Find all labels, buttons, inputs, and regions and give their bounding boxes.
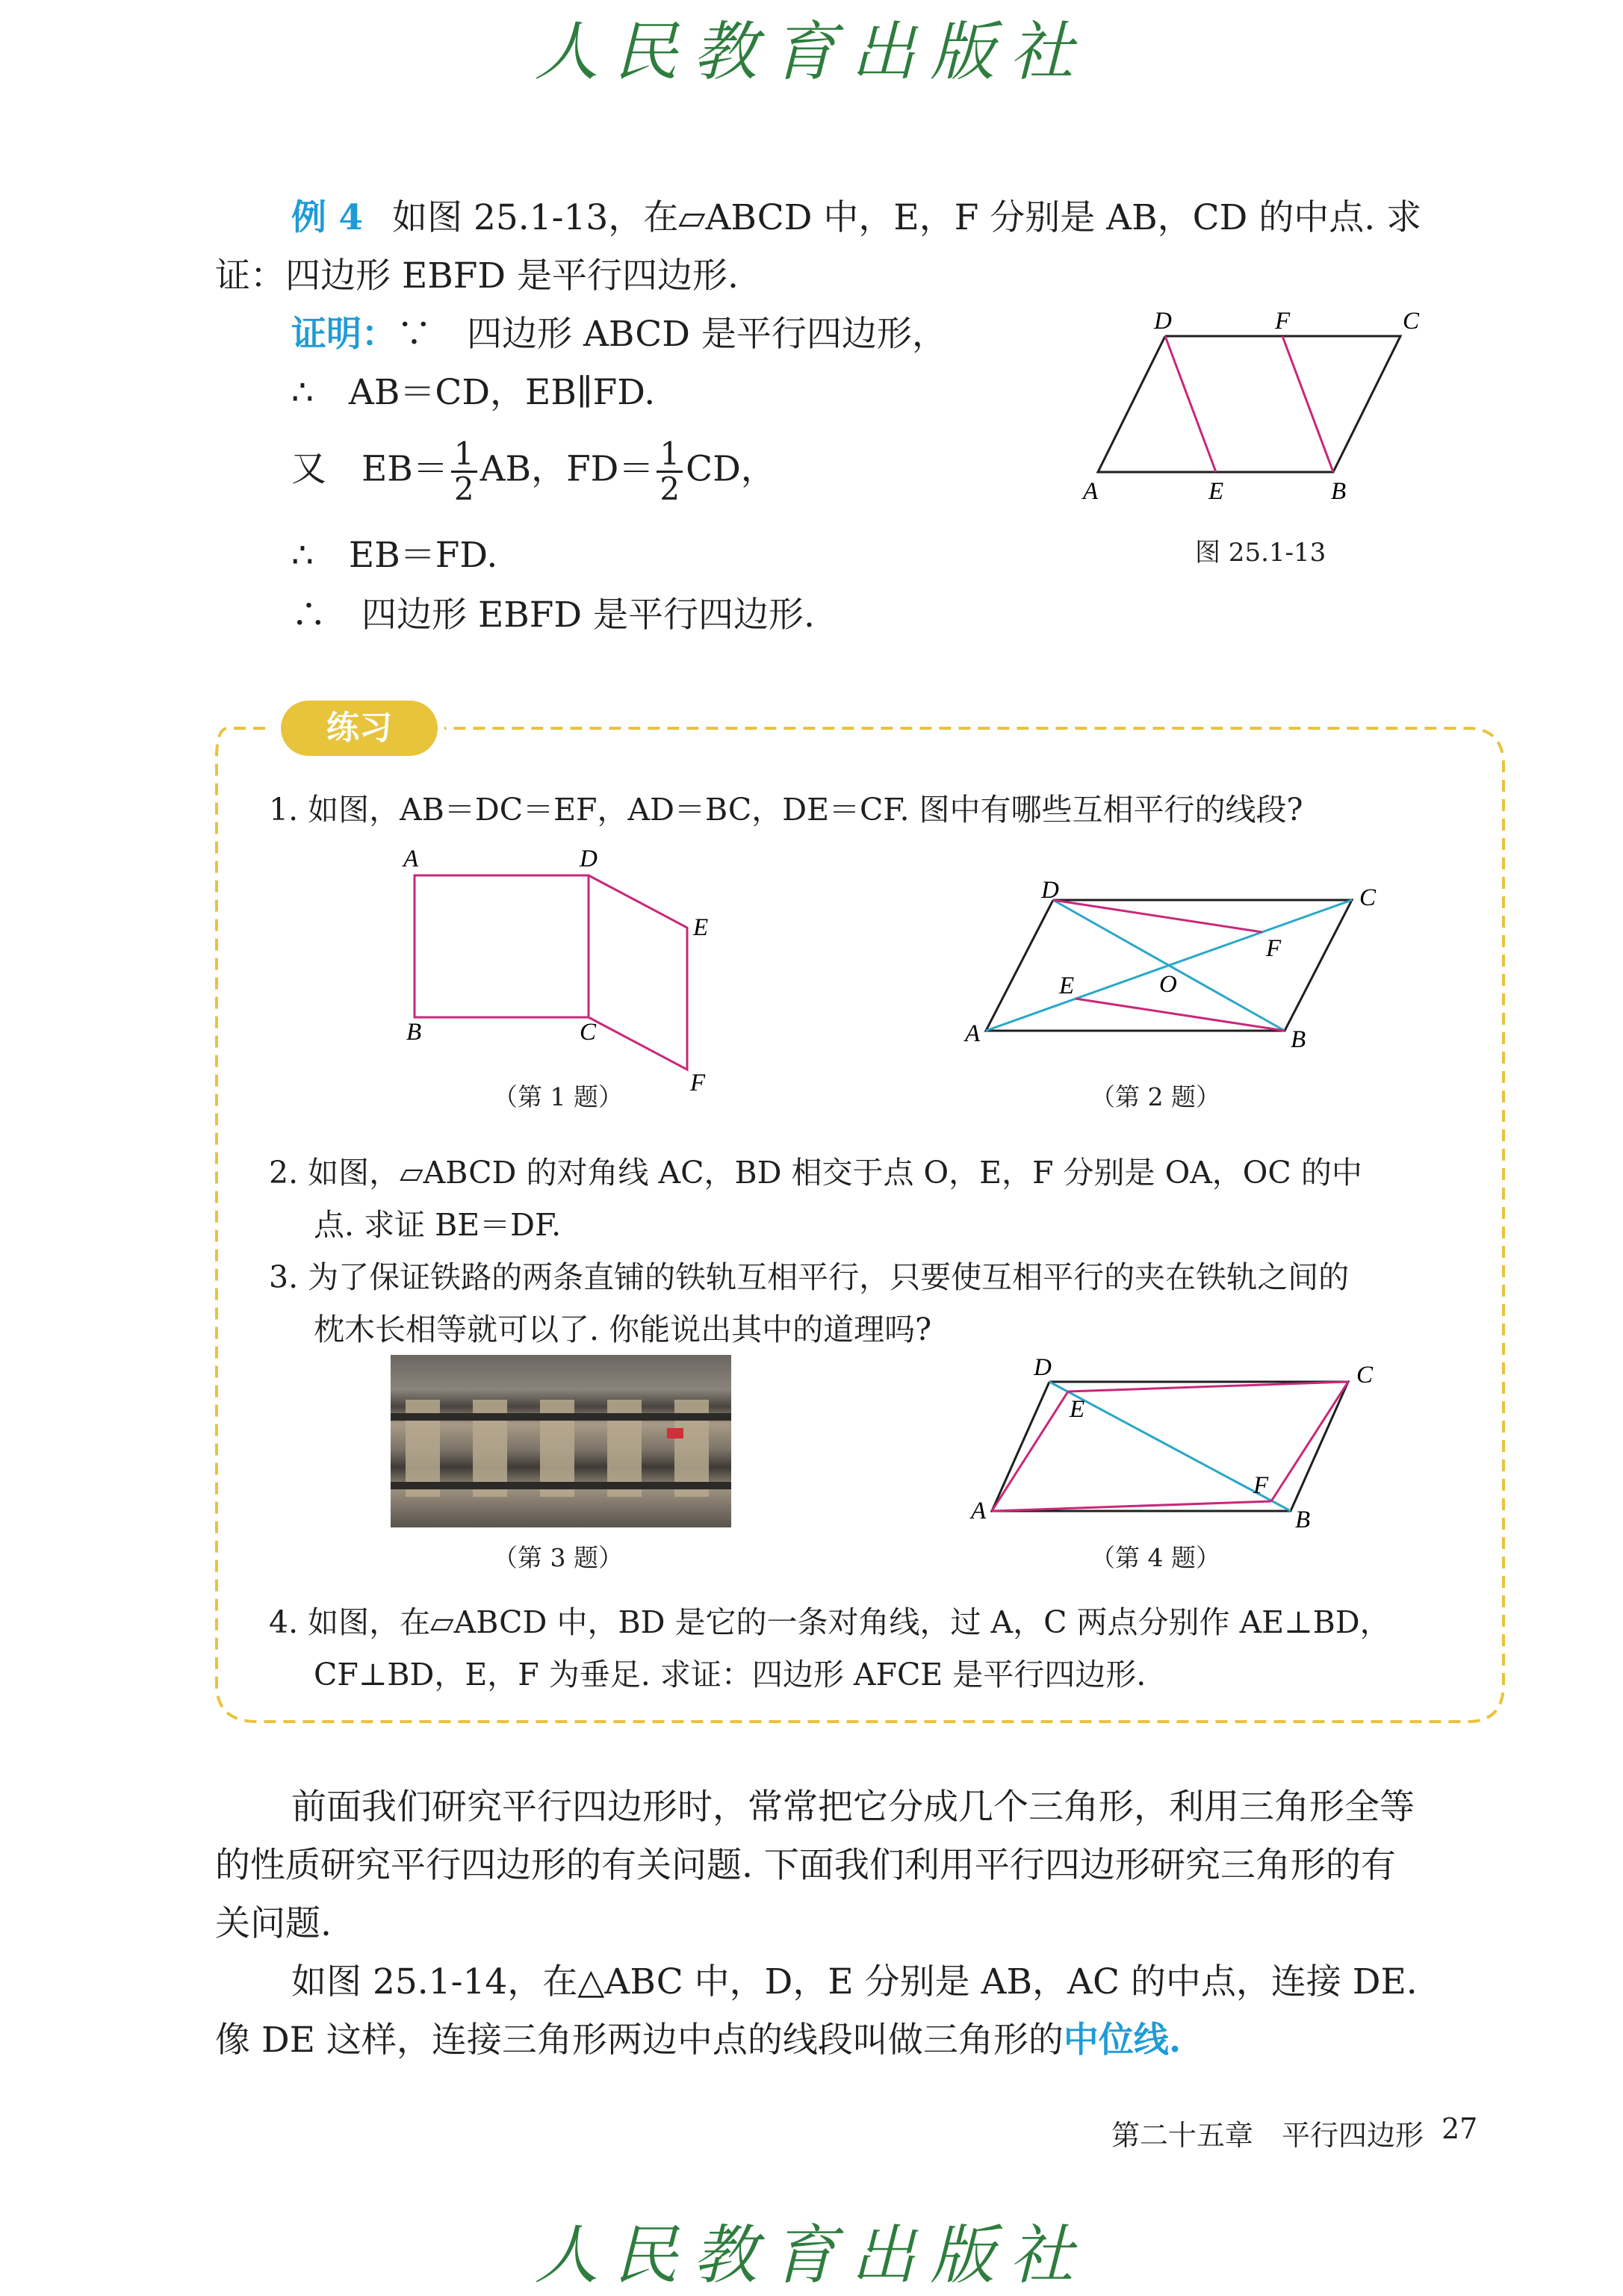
- figure-question-1: [396, 844, 732, 1098]
- q2-label-F: F: [1266, 935, 1282, 962]
- proof-line-3-prefix: 又 EB＝: [291, 448, 448, 490]
- proof-label: 证明：: [291, 314, 397, 355]
- label-F: F: [1275, 308, 1291, 335]
- q2-label-A: A: [965, 1020, 981, 1047]
- q1-label-B: B: [406, 1019, 422, 1046]
- label-C: C: [1403, 308, 1420, 335]
- example-line-2: 证：四边形 EBFD 是平行四边形.: [215, 255, 739, 297]
- label-E: E: [1208, 478, 1224, 505]
- proof-line-5: ∴ 四边形 EBFD 是平行四边形.: [291, 595, 815, 636]
- proof-line-2: ∴ AB＝CD，EB∥FD.: [291, 372, 656, 413]
- body-paragraph-2-line-2: [215, 2011, 1181, 2070]
- railway-photo: [391, 1355, 731, 1527]
- label-A: A: [1083, 478, 1099, 505]
- body-paragraph-1-line-3: 关问题.: [215, 1903, 332, 1944]
- question-3-line-1: 3. 为了保证铁路的两条直铺的铁轨互相平行，只要使互相平行的夹在铁轨之间的: [269, 1259, 1350, 1295]
- q4-label-C: C: [1356, 1362, 1374, 1389]
- question-1: 1. 如图，AB＝DC＝EF，AD＝BC，DE＝CF. 图中有哪些互相平行的线段?: [269, 792, 1303, 828]
- question-4-line-1: 4. 如图，在▱ABCD 中，BD 是它的一条对角线，过 A，C 两点分别作 AE⊥BD，: [269, 1604, 1391, 1640]
- q2-label-E: E: [1059, 972, 1075, 999]
- publisher-footer: 人民教育出版社: [534, 2218, 1089, 2293]
- q2-label-C: C: [1359, 884, 1377, 911]
- figure-question-4: [956, 1348, 1389, 1531]
- proof-line-3-suffix: CD，: [686, 448, 776, 490]
- footer-page-number: 27: [1442, 2112, 1478, 2145]
- q1-label-D: D: [580, 846, 598, 872]
- q4-label-D: D: [1034, 1354, 1052, 1381]
- label-D: D: [1154, 308, 1172, 335]
- question-2-line-1: 2. 如图，▱ABCD 的对角线 AC，BD 相交于点 O，E，F 分别是 OA，OC 的中: [269, 1155, 1362, 1191]
- label-B: B: [1331, 478, 1347, 505]
- question-4-line-2: CF⊥BD，E，F 为垂足. 求证：四边形 AFCE 是平行四边形.: [314, 1657, 1146, 1692]
- figure-question-2: [956, 881, 1389, 1061]
- caption-question-2: （第 2 题）: [1090, 1082, 1220, 1111]
- footer-chapter: 第二十五章 平行四边形: [1111, 2119, 1424, 2152]
- q4-label-F: F: [1253, 1472, 1269, 1499]
- figure-25-1-13: [1061, 306, 1434, 515]
- q1-label-C: C: [580, 1019, 597, 1046]
- example-label: 例 4: [291, 197, 364, 238]
- q2-label-B: B: [1291, 1026, 1306, 1053]
- body-paragraph-2-line-1: 如图 25.1-14，在△ABC 中，D，E 分别是 AB，AC 的中点，连接 DE.: [291, 1961, 1418, 2002]
- q4-label-E: E: [1070, 1396, 1085, 1423]
- q1-label-A: A: [403, 846, 419, 872]
- proof-since: ∵ 四边形 ABCD 是平行四边形，: [397, 314, 947, 355]
- caption-question-4: （第 4 题）: [1090, 1543, 1220, 1572]
- question-2-line-2: 点. 求证 BE＝DF.: [314, 1207, 562, 1243]
- q1-label-F: F: [690, 1070, 706, 1096]
- body-paragraph-1-line-1: 前面我们研究平行四边形时，常常把它分成几个三角形，利用三角形全等: [291, 1787, 1415, 1828]
- term-median-line: 中位线.: [1063, 2020, 1182, 2061]
- fraction-half-1: $\frac{1}{2}$: [451, 438, 477, 506]
- question-3-line-2: 枕木长相等就可以了. 你能说出其中的道理吗?: [314, 1312, 932, 1347]
- figure-caption-25-1-13: 图 25.1-13: [1195, 538, 1326, 568]
- publisher-header: 人民教育出版社: [534, 15, 1089, 90]
- proof-line-1: [291, 305, 947, 364]
- fraction-half-2: $\frac{1}{2}$: [657, 438, 683, 506]
- proof-line-3: [291, 435, 776, 507]
- caption-question-3: （第 3 题）: [493, 1543, 623, 1572]
- q4-label-A: A: [971, 1498, 987, 1524]
- q4-label-B: B: [1295, 1507, 1311, 1531]
- example-line-1: [291, 188, 1421, 248]
- proof-line-3-mid: AB，FD＝: [480, 448, 654, 490]
- practice-title: 练习: [281, 701, 438, 756]
- q2-label-D: D: [1041, 881, 1059, 904]
- caption-question-1: （第 1 题）: [493, 1082, 623, 1111]
- body-paragraph-1-line-2: 的性质研究平行四边形的有关问题. 下面我们利用平行四边形研究三角形的有: [215, 1845, 1396, 1886]
- proof-line-4: ∴ EB＝FD.: [291, 535, 498, 576]
- q2-label-O: O: [1159, 971, 1177, 998]
- body-paragraph-2-text: 像 DE 这样，连接三角形两边中点的线段叫做三角形的: [215, 2020, 1064, 2061]
- example-statement: 如图 25.1-13，在▱ABCD 中，E，F 分别是 AB，CD 的中点. 求: [392, 197, 1422, 238]
- q1-label-E: E: [693, 914, 709, 941]
